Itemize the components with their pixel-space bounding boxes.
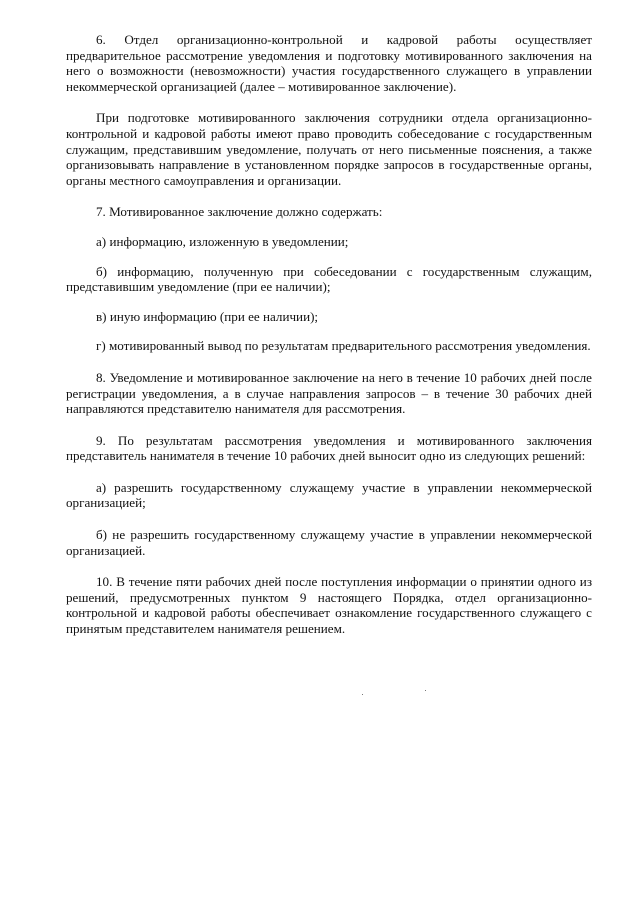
paragraph-item-10: 10. В течение пяти рабочих дней после поступления информации о принятии одного из решений, предусмотренных пунктом 9 настоящего Порядка, отдел организационно-контрольной и кадровой работы обеспечивает ознакомление государственного служащего с принятым представителем нанимателя решением. [66,574,592,637]
paragraph-item-6: 6. Отдел организационно-контрольной и кадровой работы осуществляет предварительное рассмотрение уведомления и подготовку мотивированного заключения на него о возможности (невозможности) участия государственного служащего в управлении некоммерческой организацией (далее – мотивированное заключение). [66,32,592,94]
paragraph-item-7v: в) иную информацию (при ее наличии); [96,308,319,324]
scan-speck [362,694,363,695]
paragraph-item-8: 8. Уведомление и мотивированное заключение на него в течение 10 рабочих дней после регистрации уведомления, а в случае направления запросов – в течение 30 рабочих дней направляются представителю нанимателя для рассмотрения. [66,369,592,417]
scan-speck [425,690,426,691]
paragraph-item-7g: г) мотивированный вывод по результатам предварительного рассмотрения уведомления. [96,338,591,354]
paragraph-preparation: При подготовке мотивированного заключения сотрудники отдела организационно-контрольной и кадровой работы имеют право проводить собеседование с государственным служащим, представившим уведомление, получать от него письменные пояснения, а также организовывать направление в установленном порядке запросов в государственные органы, органы местного самоуправления и организации. [66,110,592,188]
document-page [66,32,592,637]
paragraph-item-7a: а) информацию, изложенную в уведомлении; [96,233,349,249]
paragraph-item-9b: б) не разрешить государственному служащему участие в управлении некоммерческой организацией. [66,527,592,558]
paragraph-item-9: 9. По результатам рассмотрения уведомления и мотивированного заключения представитель нанимателя в течение 10 рабочих дней выносит одно из следующих решений: [66,432,592,464]
paragraph-item-9a: а) разрешить государственному служащему участие в управлении некоммерческой организацией; [66,479,592,511]
paragraph-item-7: 7. Мотивированное заключение должно содержать: [96,204,383,220]
paragraph-item-7b: б) информацию, полученную при собеседовании с государственным служащим, представившим уведомление (при ее наличии); [66,263,592,295]
